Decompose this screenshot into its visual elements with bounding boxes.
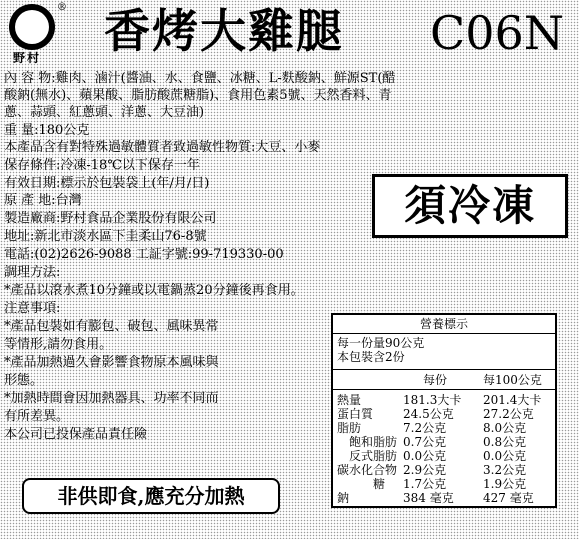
nutrient-per-serving: 24.5公克 [403,407,454,421]
nutrient-per-serving: 1.7公克 [403,477,447,491]
product-code: C06N [430,6,564,60]
nutrient-per-100g: 8.0公克 [483,421,527,435]
nutrient-name: 脂肪 [337,421,362,435]
note-1-line-1: *產品包裝如有膨包、破包、風味異常 [4,319,219,334]
product-title: 香烤大雞腿 [104,4,344,58]
nutrition-divider [333,333,555,334]
column-per-100g: 每100公克 [483,373,542,387]
nutrient-per-100g: 427 毫克 [483,491,534,505]
nutrition-divider [333,369,555,370]
cooking-line: *產品以滾水煮10分鐘或以電鍋蒸20分鐘後再食用。 [4,283,304,298]
cooking-heading: 調理方法: [4,265,61,280]
nutrient-name: 碳水化合物 [337,463,398,477]
nutrient-per-100g: 0.8公克 [483,435,527,449]
notes-heading: 注意事項: [4,301,61,316]
nutrient-per-serving: 384 毫克 [403,491,454,505]
nutrient-name: 飽和脂肪 [349,435,398,449]
ingredients-line-2: 酸鈉(無水)、蘋果酸、脂肪酸蔗糖脂)、食用色素5號、天然香料、青 [4,88,392,103]
insurance-line: 本公司已投保產品責任險 [4,427,148,442]
nutrient-per-serving: 2.9公克 [403,463,447,477]
nutrient-name: 蛋白質 [337,407,374,421]
address-line: 地址:新北市淡水區下圭柔山76-8號 [4,229,207,244]
allergen-line: 本產品含有對特殊過敏體質者致過敏性物質:大豆、小麥 [4,140,321,155]
nutrient-name: 反式脂肪 [349,449,398,463]
nutrition-title: 營養標示 [419,317,468,331]
nutrient-per-100g: 3.2公克 [483,463,527,477]
servings-per-pack: 本包裝含2份 [337,350,405,364]
expiry-line: 有效日期:標示於包裝袋上(年/月/日) [4,176,210,191]
nutrition-table [331,313,557,508]
serving-size: 每一份量90公克 [337,336,425,350]
nutrient-per-serving: 181.3大卡 [403,393,462,407]
origin-line: 原 產 地:台灣 [4,193,82,208]
nutrient-per-serving: 7.2公克 [403,421,447,435]
nutrient-name: 糖 [373,477,386,491]
nutrition-divider [333,389,555,390]
storage-line: 保存條件:冷凍-18℃以下保存一年 [4,158,200,173]
nutrient-name: 熱量 [337,393,362,407]
brand-logo [3,2,67,65]
nutrient-per-100g: 0.0公克 [483,449,527,463]
note-3-line-2: 有所差異。 [4,409,70,424]
nutrient-per-100g: 201.4大卡 [483,393,542,407]
heating-notice: 非供即食,應充分加熱 [22,478,280,514]
logo-emblem-inner [15,10,49,44]
weight-line: 重 量:180公克 [4,123,90,138]
note-3-line-1: *加熱時間會因加熱器具、功率不同而 [4,391,219,406]
keep-frozen-label: 須冷凍 [372,174,568,238]
phone-line: 電話:(02)2626-9088 工証字號:99-719330-00 [4,247,284,262]
note-2-line-2: 形態。 [4,373,44,388]
note-2-line-1: *產品加熱過久會影響食物原本風味與 [4,355,219,370]
ingredients-line-1: 內 容 物:雞肉、滷汁(醬油、水、食鹽、冰糖、L-麩酸鈉、鮮源ST(醋 [4,71,396,86]
nutrient-per-100g: 27.2公克 [483,407,534,421]
nutrient-name: 鈉 [337,491,350,505]
nutrient-per-100g: 1.9公克 [483,477,527,491]
nutrient-per-serving: 0.7公克 [403,435,447,449]
manufacturer-line: 製造廠商:野村食品企業股份有限公司 [4,211,217,226]
ingredients-line-3: 蔥、蒜頭、紅蔥頭、洋蔥、大豆油) [4,105,205,120]
note-1-line-2: 等情形,請勿食用。 [4,337,113,352]
nutrient-per-serving: 0.0公克 [403,449,447,463]
logo-text: 野村 [13,51,42,65]
column-per-serving: 每份 [423,373,448,387]
registered-mark: ® [57,2,67,13]
